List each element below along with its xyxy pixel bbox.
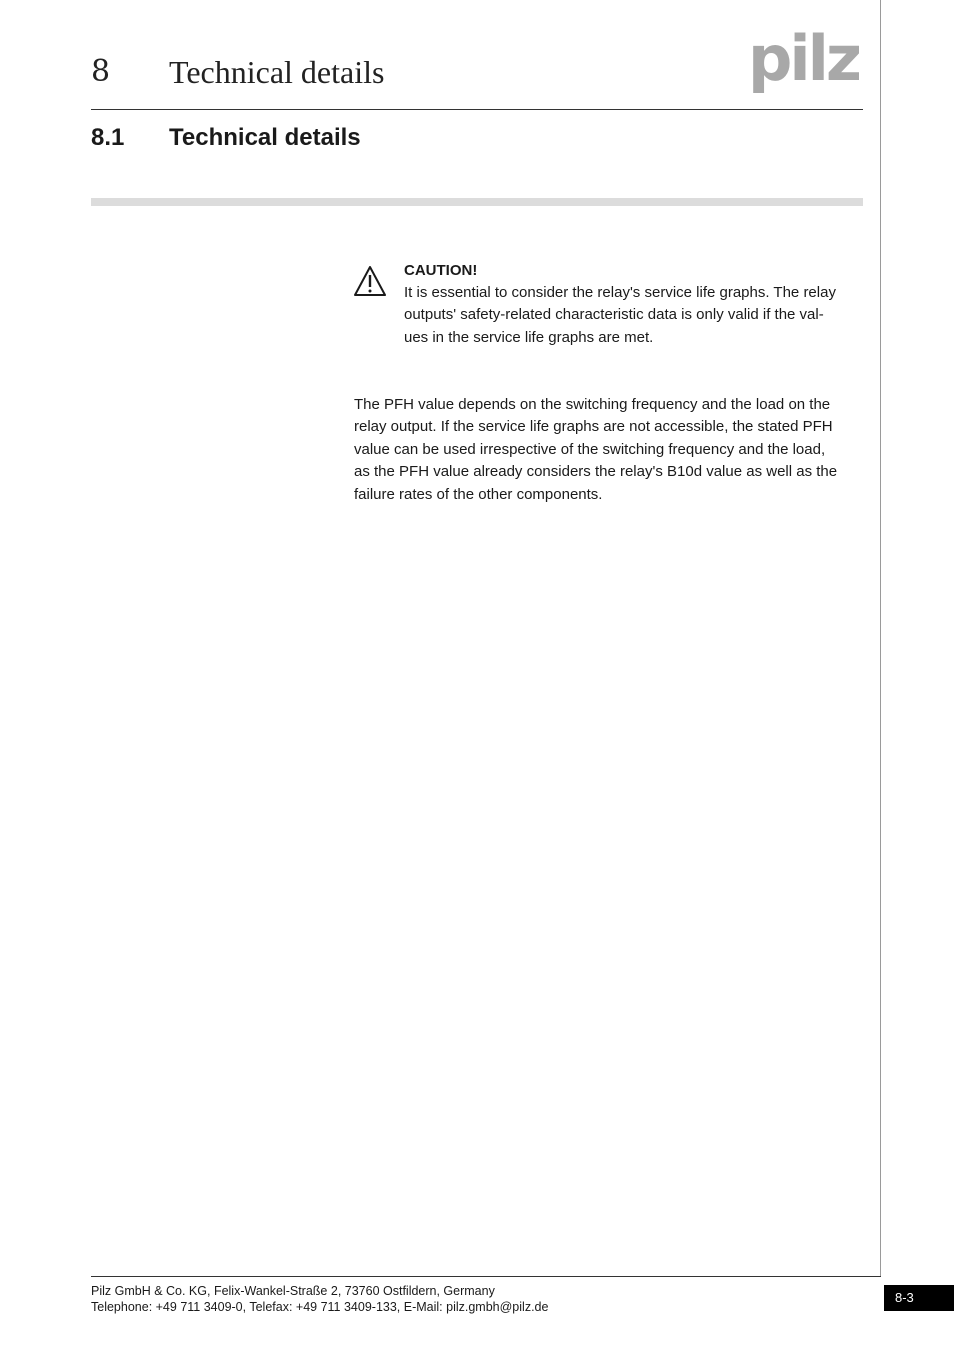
paragraph-line: relay output. If the service life graphs are not accessible, the stated PFH: [354, 418, 833, 436]
page-number-badge: 8-3: [884, 1285, 954, 1311]
footer: [91, 1283, 871, 1315]
paragraph-line: The PFH value depends on the switching frequency and the load on the: [354, 396, 831, 413]
paragraph-line: failure rates of the other components.: [354, 485, 603, 503]
section-number: 8.1: [91, 124, 125, 151]
section-title: Technical details: [169, 124, 361, 151]
page-edge-line: [880, 0, 881, 1276]
warning-triangle-icon: [352, 264, 388, 298]
caution-line: outputs' safety-related characteristic data is only valid if the val-: [404, 306, 824, 324]
caution-text: [404, 260, 864, 349]
caution-line: It is essential to consider the relay's service life graphs. The relay: [404, 284, 836, 301]
caution-title: CAUTION!: [404, 262, 478, 279]
pilz-logo-text: pilz: [748, 28, 859, 95]
footer-address: Pilz GmbH & Co. KG, Felix-Wankel-Straße 2, 73760 Ostfildern, Germany: [91, 1284, 495, 1298]
paragraph-line: value can be used irrespective of the switching frequency and the load,: [354, 440, 826, 458]
chapter-title: Technical details: [169, 54, 385, 90]
caution-line: ues in the service life graphs are met.: [404, 328, 654, 346]
chapter-number: 8: [91, 54, 111, 89]
section-divider-bar: [91, 198, 863, 206]
footer-contact: Telephone: +49 711 3409-0, Telefax: +49 711 3409-133, E-Mail: pilz.gmbh@pilz.de: [91, 1300, 549, 1314]
pfh-paragraph: [354, 394, 864, 506]
pilz-logo: [748, 28, 866, 96]
paragraph-line: as the PFH value already considers the relay's B10d value as well as the: [354, 463, 838, 481]
header-rule: [91, 109, 863, 110]
footer-rule: [91, 1276, 881, 1277]
